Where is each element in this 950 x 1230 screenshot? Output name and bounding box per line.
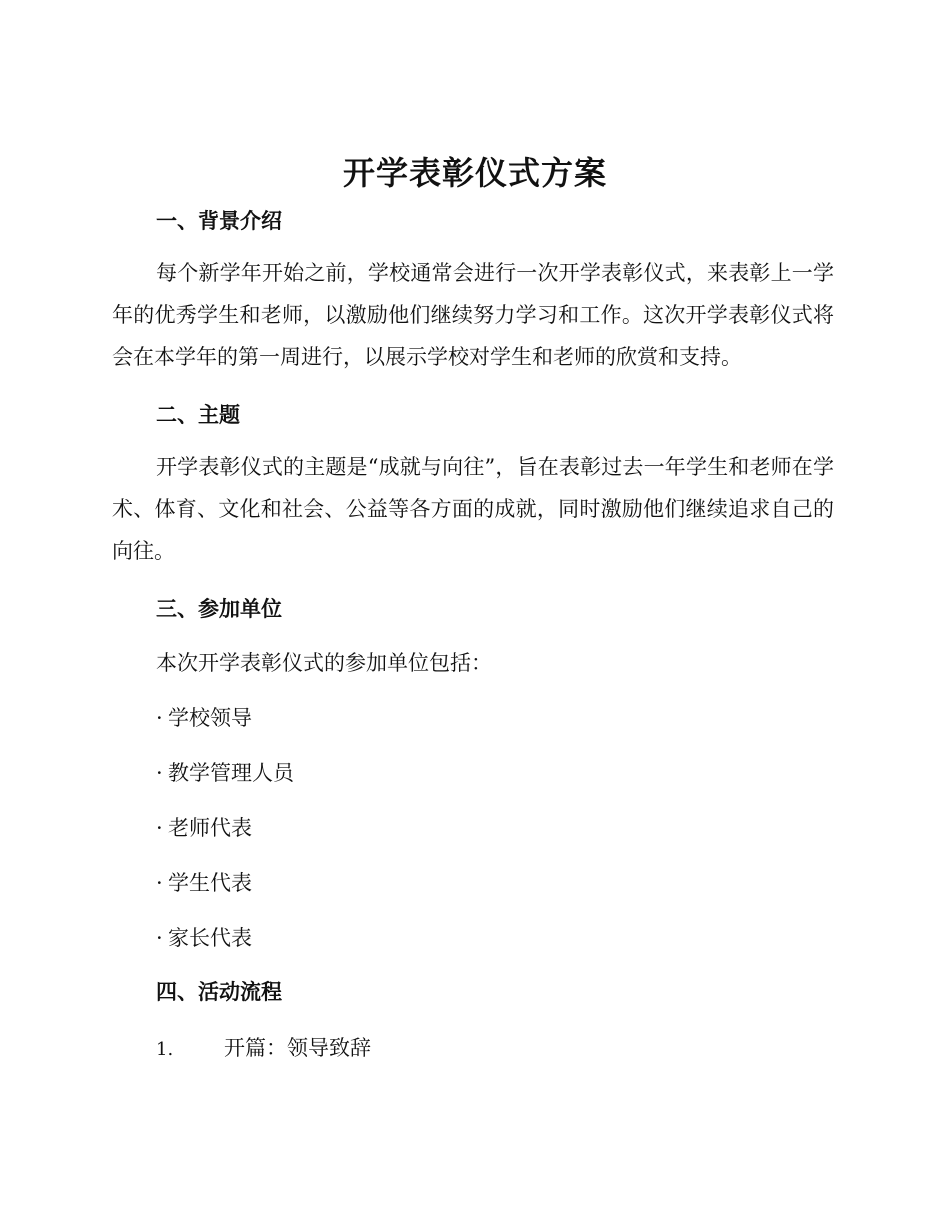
- step-number: 1.: [156, 1039, 174, 1060]
- bullet-dot-icon: ·: [156, 871, 163, 895]
- list-item-text: 学生代表: [168, 871, 252, 895]
- list-item-text: 学校领导: [168, 706, 252, 730]
- list-item: [156, 703, 252, 733]
- list-item: [156, 923, 252, 953]
- numbered-step: [156, 1033, 371, 1065]
- section-heading-background: 一、背景介绍: [156, 209, 282, 233]
- list-item-text: 老师代表: [168, 816, 252, 840]
- bullet-dot-icon: ·: [156, 926, 163, 950]
- section-paragraph-background: 每个新学年开始之前，学校通常会进行一次开学表彰仪式，来表彰上一学年的优秀学生和老师，以激励他们继续努力学习和工作。这次开学表彰仪式将会在本学年的第一周进行，以展示学校对学生和老师的欣赏和支持。: [112, 261, 834, 369]
- list-item: [156, 868, 252, 898]
- list-item-text: 教学管理人员: [168, 761, 294, 785]
- section-heading-theme: 二、主题: [156, 403, 240, 427]
- list-item: [156, 758, 294, 788]
- section-heading-participants: 三、参加单位: [156, 597, 282, 621]
- participants-intro: 本次开学表彰仪式的参加单位包括：: [156, 651, 492, 675]
- bullet-dot-icon: ·: [156, 761, 163, 785]
- step-text: 开篇：领导致辞: [224, 1036, 371, 1060]
- section-heading-process: 四、活动流程: [156, 980, 282, 1004]
- bullet-dot-icon: ·: [156, 706, 163, 730]
- section-paragraph-theme: 开学表彰仪式的主题是“成就与向往”，旨在表彰过去一年学生和老师在学术、体育、文化和社会、公益等各方面的成就，同时激励他们继续追求自己的向往。: [112, 455, 834, 563]
- list-item: [156, 813, 252, 843]
- list-item-text: 家长代表: [168, 926, 252, 950]
- bullet-dot-icon: ·: [156, 816, 163, 840]
- document-title: 开学表彰仪式方案: [342, 154, 607, 192]
